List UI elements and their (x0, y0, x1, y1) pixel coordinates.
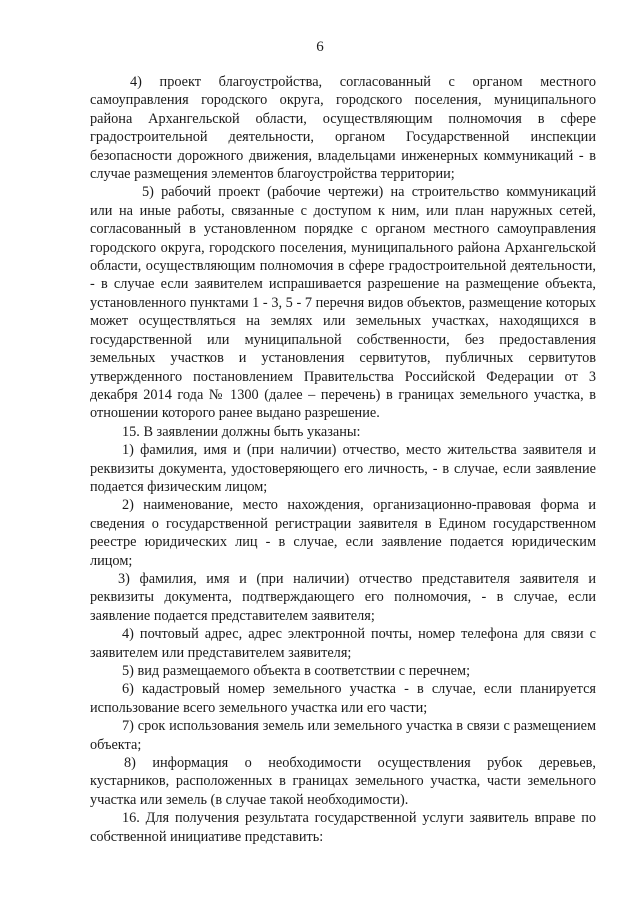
paragraph-15-item-6: 6) кадастровый номер земельного участка - в случае, если планируется использование всего земельного участка или его части; (90, 681, 596, 716)
paragraph-section-16: 16. Для получения результата государственной услуги заявитель вправе по собственной инициативе представить: (90, 810, 596, 845)
page-number: 6 (316, 39, 324, 55)
paragraph-15-item-5: 5) вид размещаемого объекта в соответствии с перечнем; (122, 663, 471, 679)
paragraph-15-item-4: 4) почтовый адрес, адрес электронной почты, номер телефона для связи с заявителем или представителем заявителя; (90, 626, 596, 661)
document-body (90, 73, 596, 846)
paragraph-15-item-8: 8) информация о необходимости осуществления рубок деревьев, кустарников, расположенных в границах земельного участка, части земельного участка или земель (в случае такой необходимости). (90, 755, 596, 808)
paragraph-section-15: 15. В заявлении должны быть указаны: (122, 423, 361, 440)
paragraph-15-item-7: 7) срок использования земель или земельного участка в связи с размещением объекта; (90, 718, 596, 753)
paragraph-item-5: 5) рабочий проект (рабочие чертежи) на строительство коммуникаций или на иные работы, связанные с доступом к ним, или план наружных сетей, согласованный в установленном порядке с органом местного самоуправления городского округа, городского поселения, муниципального района Архангельской области, осуществляющим полномочия в сфере градостроительной деятельности, - в случае если заявителем испрашивается разрешение на размещение объекта, установленного пунктами 1 - 3, 5 - 7 перечня видов объектов, размещение которых может осуществляться на землях или земельных участках, находящихся в государственной или муниципальной собственности, без предоставления земельных участков и установления сервитутов, публичных сервитутов утвержденного постановлением Правительства Российской Федерации от 3 декабря 2014 года № 1300 (далее – перечень) в границах земельного участка, в отношении которого ранее выдано разрешение. (90, 184, 596, 422)
paragraph-15-item-1: 1) фамилия, имя и (при наличии) отчество, место жительства заявителя и реквизиты документа, удостоверяющего его личность, - в случае, если заявление подается физическим лицом; (90, 442, 596, 495)
paragraph-item-4: 4) проект благоустройства, согласованный с органом местного самоуправления городского округа, городского поселения, муниципального района Архангельской области, осуществляющим полномочия в сфере градостроительной деятельности, органом Государственной инспекции безопасности дорожного движения, владельцами инженерных коммуникаций - в случае размещения элементов благоустройства территории; (90, 74, 596, 183)
paragraph-15-item-2: 2) наименование, место нахождения, организационно-правовая форма и сведения о государственной регистрации заявителя в Едином государственном реестре юридических лиц - в случае, если заявление подается юридическим лицом; (90, 497, 596, 569)
paragraph-15-item-3: 3) фамилия, имя и (при наличии) отчество представителя заявителя и реквизиты документа, подтверждающего его полномочия, - в случае, если заявление подается представителем заявителя; (90, 570, 596, 624)
